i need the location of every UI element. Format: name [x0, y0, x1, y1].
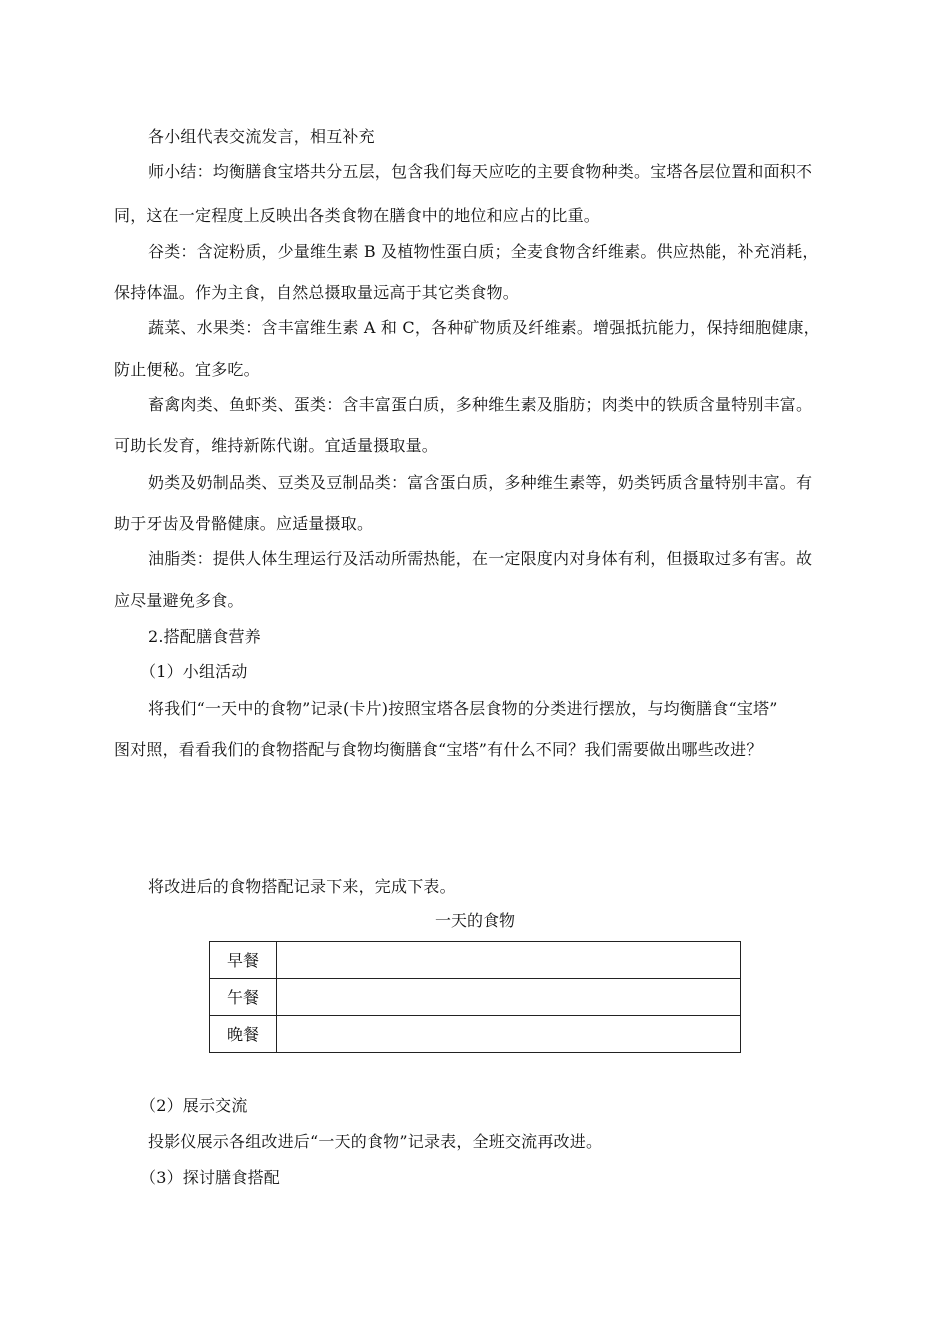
paragraph-continuation: 同，这在一定程度上反映出各类食物在膳食中的地位和应占的比重。 — [114, 206, 601, 225]
paragraph: 谷类：含淀粉质，少量维生素 B 及植物性蛋白质；全麦食物含纤维素。供应热能，补充消耗， — [148, 242, 819, 261]
paragraph: 畜禽肉类、鱼虾类、蛋类：含丰富蛋白质，多种维生素及脂肪；肉类中的铁质含量特别丰富。 — [148, 395, 813, 414]
paragraph: 各小组代表交流发言，相互补充 — [148, 127, 375, 146]
dinner-cell[interactable] — [277, 1016, 741, 1053]
row-label-dinner: 晚餐 — [210, 1016, 277, 1053]
paragraph: 奶类及奶制品类、豆类及豆制品类：富含蛋白质，多种维生素等，奶类钙质含量特别丰富。有 — [148, 473, 813, 492]
paragraph-continuation: 助于牙齿及骨骼健康。应适量摄取。 — [114, 514, 374, 533]
row-label-lunch: 午餐 — [210, 979, 277, 1016]
paragraph: 油脂类：提供人体生理运行及活动所需热能，在一定限度内对身体有利，但摄取过多有害。故 — [148, 549, 813, 568]
subsection-heading: （2）展示交流 — [140, 1096, 248, 1115]
paragraph: 投影仪展示各组改进后“一天的食物”记录表，全班交流再改进。 — [148, 1132, 603, 1151]
table-title: 一天的食物 — [434, 911, 515, 930]
paragraph-continuation: 应尽量避免多食。 — [114, 591, 244, 610]
paragraph: 将改进后的食物搭配记录下来，完成下表。 — [148, 877, 456, 896]
table-row — [210, 979, 741, 1016]
paragraph: 师小结：均衡膳食宝塔共分五层，包含我们每天应吃的主要食物种类。宝塔各层位置和面积不 — [148, 162, 813, 181]
subsection-heading: （3）探讨膳食搭配 — [140, 1168, 280, 1187]
paragraph: 将我们“一天中的食物”记录(卡片)按照宝塔各层食物的分类进行摆放，与均衡膳食“宝塔” — [148, 699, 778, 718]
paragraph: 蔬菜、水果类：含丰富维生素 A 和 C，各种矿物质及纤维素。增强抵抗能力，保持细胞健康， — [148, 318, 820, 337]
table-row — [210, 1016, 741, 1053]
meal-table — [209, 941, 741, 1053]
paragraph-continuation: 可助长发育，维持新陈代谢。宜适量摄取量。 — [114, 436, 439, 455]
lunch-cell[interactable] — [277, 979, 741, 1016]
section-heading: 2.搭配膳食营养 — [148, 627, 261, 646]
subsection-heading: （1）小组活动 — [140, 662, 248, 681]
paragraph-continuation: 防止便秘。宜多吃。 — [114, 360, 260, 379]
table-row — [210, 942, 741, 979]
row-label-breakfast: 早餐 — [210, 942, 277, 979]
paragraph-continuation: 保持体温。作为主食，自然总摄取量远高于其它类食物。 — [114, 283, 520, 302]
paragraph-continuation: 图对照，看看我们的食物搭配与食物均衡膳食“宝塔”有什么不同？我们需要做出哪些改进？ — [114, 740, 763, 759]
breakfast-cell[interactable] — [277, 942, 741, 979]
